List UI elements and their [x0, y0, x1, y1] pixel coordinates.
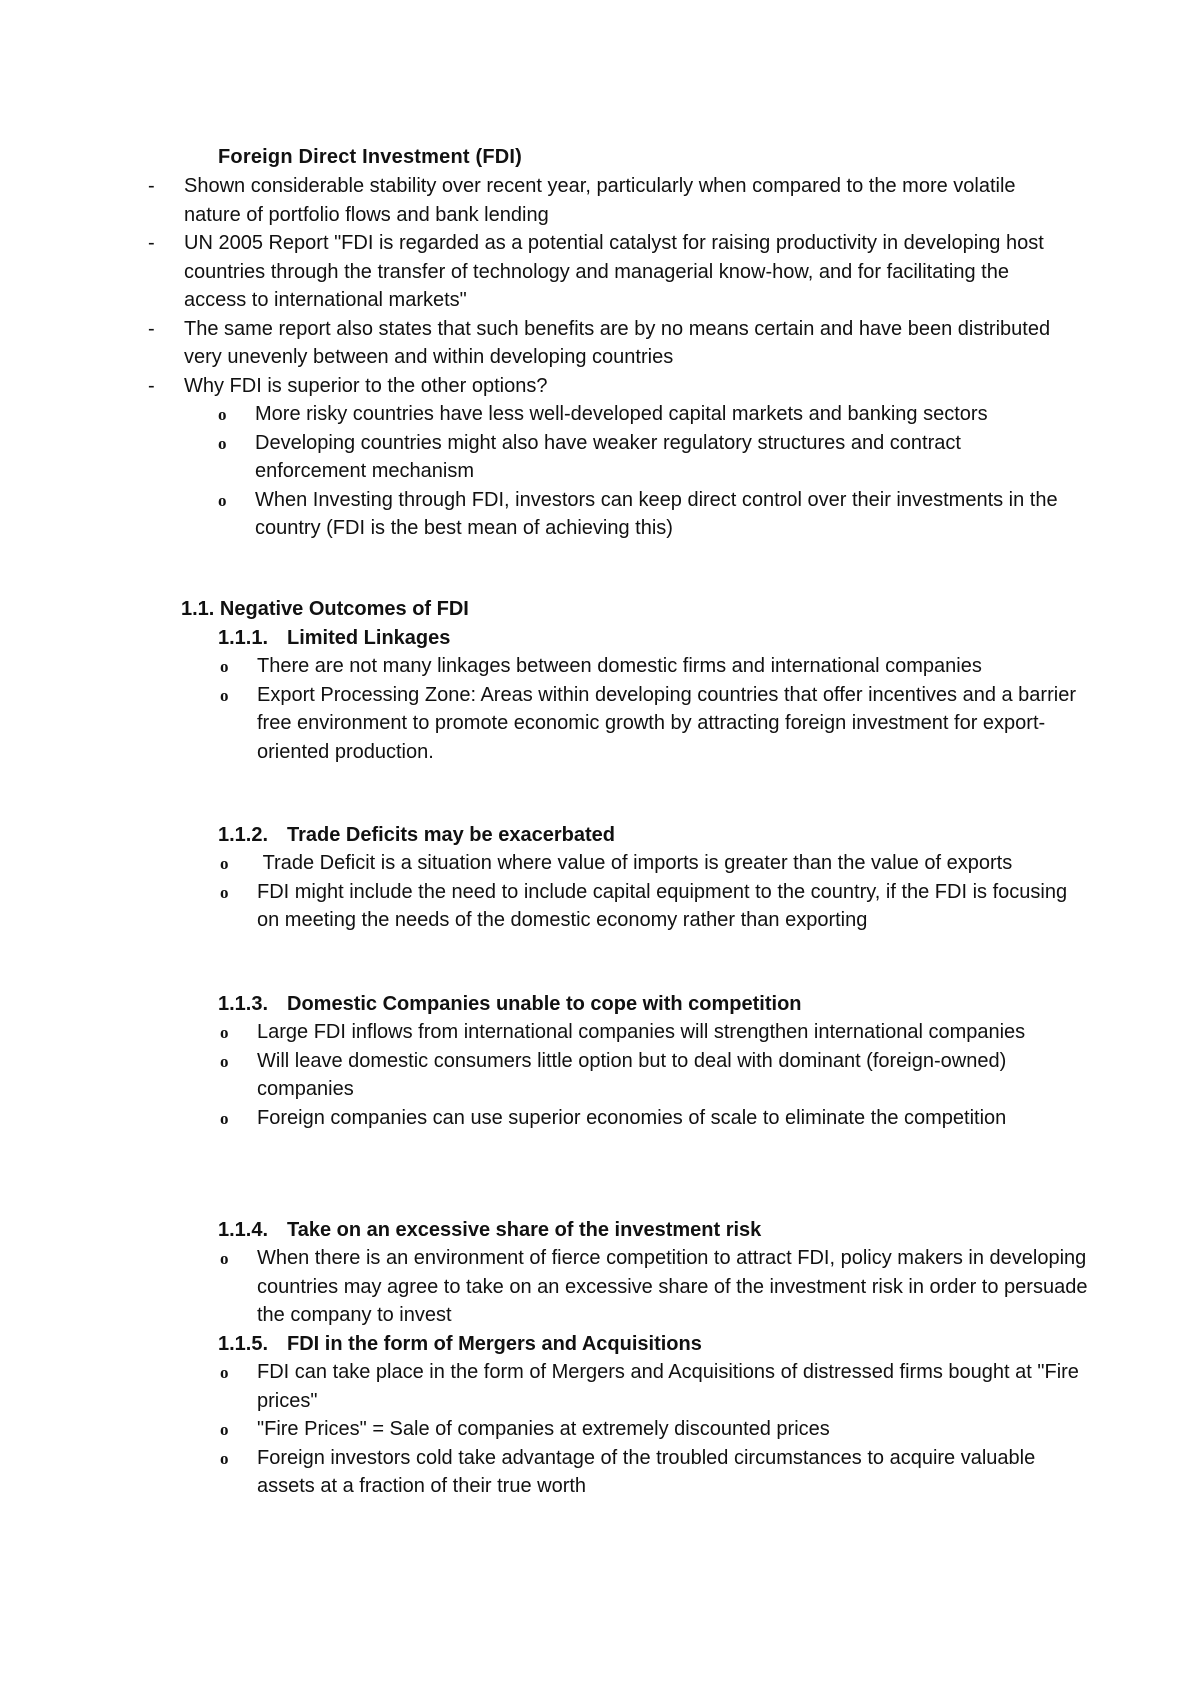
o-bullet: o	[218, 405, 227, 424]
section-heading: 1.1. Negative Outcomes of FDI	[181, 598, 469, 620]
sub-point	[220, 429, 1068, 486]
sub-point	[220, 486, 1068, 543]
sub-point-text: FDI can take place in the form of Mergers and Acquisitions of distressed firms bought at "Fire prices"	[257, 1361, 1079, 1412]
sub-point	[222, 1415, 1088, 1444]
document-title: Foreign Direct Investment (FDI)	[218, 146, 523, 168]
subsection-number: 1.1.1.	[218, 627, 269, 649]
sub-point-text: Foreign companies can use superior economies of scale to eliminate the competition	[257, 1106, 1007, 1129]
sub-point-text: "Fire Prices" = Sale of companies at extremely discounted prices	[257, 1418, 830, 1440]
subsection-domestic-companies	[218, 990, 1088, 1132]
sub-point-text: Will leave domestic consumers little option but to deal with dominant (foreign-owned) companies	[257, 1049, 1007, 1100]
sub-point	[222, 878, 1088, 935]
sub-point	[222, 1104, 1088, 1133]
o-bullet: o	[220, 1249, 229, 1268]
o-bullet: o	[220, 1420, 229, 1439]
subsection-heading	[218, 624, 1088, 652]
subsection-title: Limited Linkages	[287, 627, 451, 649]
subsection-number: 1.1.3.	[218, 993, 269, 1015]
subsection-heading	[218, 990, 1088, 1018]
subsection-limited-linkages	[218, 624, 1088, 766]
o-bullet: o	[220, 685, 229, 705]
subsection-title: Domestic Companies unable to cope with competition	[287, 993, 802, 1015]
subsection-points	[222, 1018, 1088, 1132]
sub-point-text: When Investing through FDI, investors can keep direct control over their investments in the country (FDI is the best mean of achieving this)	[255, 488, 1058, 539]
intro-list	[148, 172, 1068, 543]
subsection-title: FDI in the form of Mergers and Acquisitions	[287, 1333, 702, 1355]
subsection-points	[222, 652, 1088, 766]
intro-point-text: UN 2005 Report "FDI is regarded as a potential catalyst for raising productivity in developing host countries through the transfer of technology and managerial know-how, and for facilitating the access to international markets"	[184, 232, 1044, 311]
subsection-heading	[218, 821, 1088, 849]
sub-point-text: Developing countries might also have weaker regulatory structures and contract enforcement mechanism	[255, 431, 961, 482]
intro-sub-list	[220, 400, 1068, 543]
intro-point-text: Shown considerable stability over recent year, particularly when compared to the more volatile nature of portfolio flows and bank lending	[184, 175, 1016, 226]
o-bullet: o	[220, 1023, 229, 1042]
intro-point	[148, 229, 1068, 315]
subsection-heading	[218, 1330, 1088, 1358]
dash-bullet: -	[148, 317, 155, 340]
o-bullet: o	[218, 490, 227, 510]
subsection-points	[222, 849, 1088, 935]
sub-point-text: Export Processing Zone: Areas within developing countries that offer incentives and a barrier free environment to promote economic growth by attracting foreign investment for export-oriented production.	[257, 683, 1076, 763]
o-bullet: o	[220, 882, 229, 902]
sub-point	[222, 1444, 1088, 1501]
sub-point-text: FDI might include the need to include capital equipment to the country, if the FDI is focusing on meeting the needs of the domestic economy rather than exporting	[257, 880, 1068, 931]
dash-bullet: -	[148, 374, 155, 397]
intro-point-text: The same report also states that such benefits are by no means certain and have been distributed very unevenly between and within developing countries	[184, 317, 1051, 368]
sub-point	[222, 652, 1088, 681]
sub-point-text: There are not many linkages between domestic firms and international companies	[257, 655, 982, 677]
sub-point	[222, 1018, 1088, 1047]
subsection-number: 1.1.2.	[218, 824, 269, 846]
sub-point-text: Foreign investors cold take advantage of the troubled circumstances to acquire valuable assets at a fraction of their true worth	[257, 1446, 1036, 1497]
o-bullet: o	[218, 433, 227, 453]
subsection-number: 1.1.4.	[218, 1219, 269, 1241]
subsection-points	[222, 1358, 1088, 1501]
subsection-heading	[218, 1216, 1088, 1244]
o-bullet: o	[220, 657, 229, 676]
dash-bullet: -	[148, 232, 155, 254]
o-bullet: o	[220, 1051, 229, 1071]
subsection-title: Take on an excessive share of the investment risk	[287, 1219, 762, 1241]
sub-point-text: Trade Deficit is a situation where value of imports is greater than the value of exports	[257, 852, 1013, 874]
intro-point	[148, 315, 1068, 372]
sub-point	[222, 849, 1088, 878]
subsection-points	[222, 1244, 1088, 1330]
subsection-title: Trade Deficits may be exacerbated	[287, 824, 615, 846]
subsection-investment-risk	[218, 1216, 1088, 1330]
subsection-mergers-acquisitions	[218, 1330, 1088, 1501]
sub-point-text: Large FDI inflows from international companies will strengthen international companies	[257, 1021, 1026, 1043]
o-bullet: o	[220, 1363, 229, 1382]
o-bullet: o	[220, 1108, 229, 1128]
o-bullet: o	[220, 1448, 229, 1468]
intro-point	[148, 172, 1068, 229]
sub-point	[220, 400, 1068, 429]
dash-bullet: -	[148, 175, 155, 197]
sub-point-text: When there is an environment of fierce competition to attract FDI, policy makers in developing countries may agree to take on an excessive share of the investment risk in order to persuade the company to invest	[257, 1247, 1088, 1326]
sub-point	[222, 1047, 1088, 1104]
sub-point	[222, 1244, 1088, 1330]
intro-point-text: Why FDI is superior to the other options?	[184, 374, 548, 397]
sub-point	[222, 681, 1088, 767]
subsection-trade-deficits	[218, 821, 1088, 935]
subsection-number: 1.1.5.	[218, 1333, 269, 1355]
o-bullet: o	[220, 854, 229, 873]
intro-point	[148, 372, 1068, 543]
sub-point-text: More risky countries have less well-developed capital markets and banking sectors	[255, 403, 988, 425]
sub-point	[222, 1358, 1088, 1415]
